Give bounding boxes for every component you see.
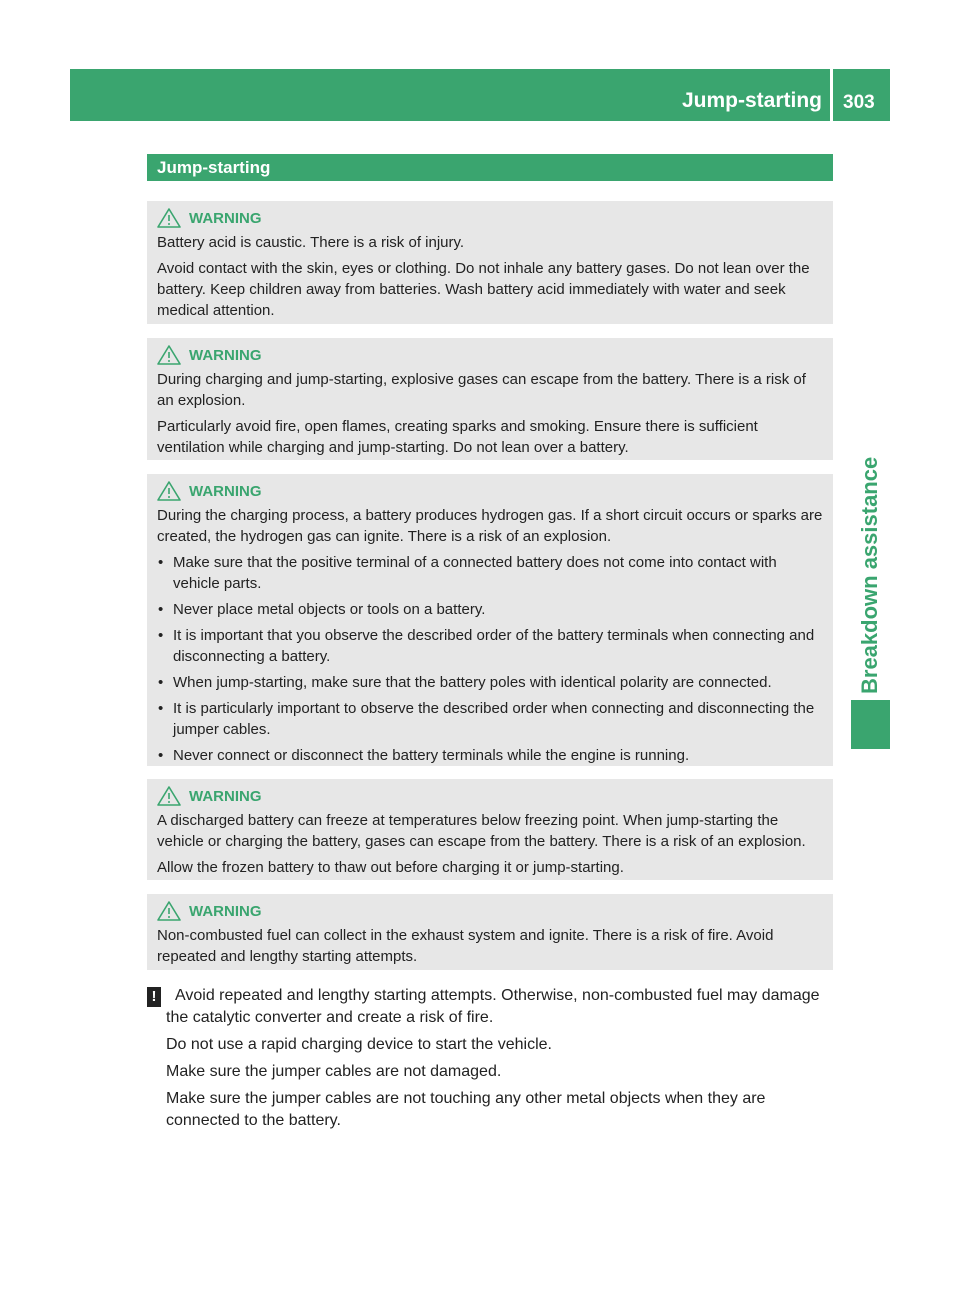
list-item-text: Make sure that the positive terminal of a connected battery does not come into contact with vehicle parts.: [173, 554, 777, 592]
warning-label: WARNING: [189, 902, 262, 920]
warning-triangle-icon: [157, 481, 181, 501]
warning-triangle-icon: [157, 345, 181, 365]
page-number: 303: [843, 92, 875, 113]
list-item: • It is particularly important to observe the described order when connecting and disconnecting the jumper cables.: [158, 700, 815, 738]
warning-box: [147, 894, 833, 970]
list-item-text: Never connect or disconnect the battery terminals while the engine is running.: [173, 747, 690, 764]
warning-triangle-icon: [157, 901, 181, 921]
warning-text: Avoid contact with the skin, eyes or clothing. Do not inhale any battery gases. Do not lean over the battery. Keep children away from batteries. Wash battery acid immediately with water and seek medical attention.: [157, 260, 810, 319]
note-text: Do not use a rapid charging device to start the vehicle.: [166, 1036, 552, 1053]
warning-text: During charging and jump-starting, explosive gases can escape from the battery. There is a risk of an explosion.: [157, 371, 806, 409]
note-block: [147, 985, 833, 1137]
list-item-text: It is particularly important to observe the described order when connecting and disconnecting the jumper cables.: [173, 700, 815, 738]
note-text: Avoid repeated and lengthy starting attempts. Otherwise, non-combusted fuel may damage the catalytic converter and create a risk of fire.: [166, 987, 820, 1026]
list-item: • Make sure that the positive terminal of a connected battery does not come into contact with vehicle parts.: [158, 554, 777, 592]
warning-triangle-icon: [157, 208, 181, 228]
exclamation-icon: !: [147, 987, 161, 1007]
section-title: Jump-starting: [157, 158, 271, 177]
warning-triangle-icon: [157, 786, 181, 806]
list-item: • Never connect or disconnect the battery terminals while the engine is running.: [158, 747, 690, 764]
warning-label: WARNING: [189, 346, 262, 364]
warning-label: WARNING: [189, 787, 262, 805]
warning-label: WARNING: [189, 209, 262, 227]
list-item-text: Never place metal objects or tools on a battery.: [173, 601, 486, 618]
warning-box: [147, 338, 833, 460]
side-tab-label: Breakdown assistance: [857, 456, 882, 694]
warning-text: During the charging process, a battery produces hydrogen gas. If a short circuit occurs or sparks are created, the hydrogen gas can ignite. There is a risk of an explosion.: [157, 507, 823, 545]
warning-text: Battery acid is caustic. There is a risk of injury.: [157, 234, 465, 251]
warning-label: WARNING: [189, 482, 262, 500]
list-item: • Never place metal objects or tools on a battery.: [158, 601, 486, 618]
warning-box: [147, 779, 833, 880]
warning-box: [147, 201, 833, 324]
warning-text: Particularly avoid fire, open flames, creating sparks and smoking. Ensure there is sufficient ventilation while charging and jump-starting. Do not lean over a battery.: [157, 418, 758, 456]
warning-text: Allow the frozen battery to thaw out before charging it or jump-starting.: [157, 859, 624, 876]
warning-text: Non-combusted fuel can collect in the exhaust system and ignite. There is a risk of fire. Avoid repeated and lengthy starting attempts.: [157, 927, 774, 965]
warning-text: A discharged battery can freeze at temperatures below freezing point. When jump-starting the vehicle or charging the battery, gases can escape from the battery. There is a risk of an explosion.: [157, 812, 806, 850]
list-item: • When jump-starting, make sure that the battery poles with identical polarity are connected.: [158, 674, 772, 691]
list-item-text: It is important that you observe the described order of the battery terminals when connecting and disconnecting a battery.: [173, 627, 815, 665]
list-item-text: When jump-starting, make sure that the battery poles with identical polarity are connected.: [173, 674, 772, 691]
warning-bullet-list: [157, 552, 825, 766]
header-divider: [830, 69, 833, 121]
list-item: • It is important that you observe the described order of the battery terminals when connecting and disconnecting a battery.: [158, 627, 815, 665]
header-title: Jump-starting: [681, 89, 822, 112]
side-tab-marker: [851, 700, 890, 749]
note-text: Make sure the jumper cables are not damaged.: [166, 1063, 502, 1080]
warning-box: [147, 474, 833, 766]
note-text: Make sure the jumper cables are not touching any other metal objects when they are connected to the battery.: [166, 1090, 766, 1129]
